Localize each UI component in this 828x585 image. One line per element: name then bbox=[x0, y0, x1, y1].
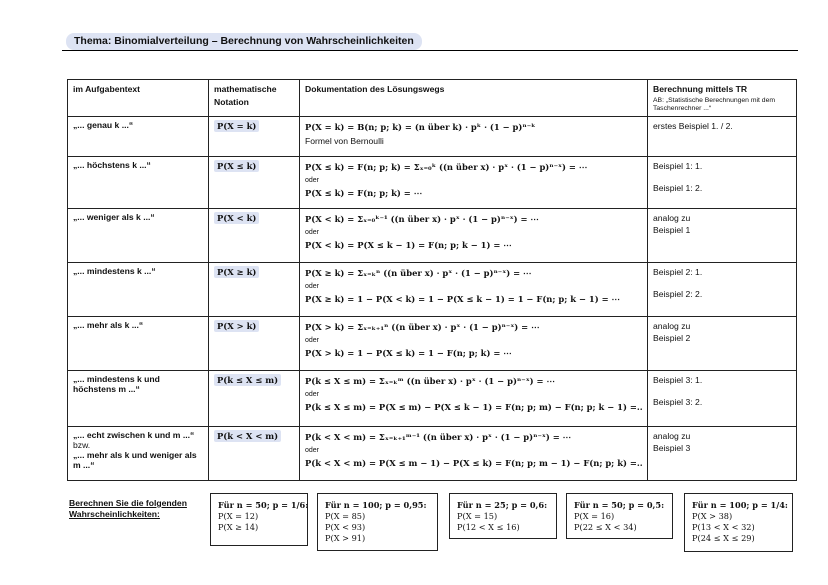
header-documentation-column: Dokumentation des Lösungswegs bbox=[300, 80, 648, 117]
row-formula: P(X = k) = B(n; p; k) = (n über k) · pᵏ · (1 − p)ⁿ⁻ᵏ bbox=[305, 122, 536, 132]
row-calculator-ref: erstes Beispiel 1. / 2. bbox=[653, 121, 733, 131]
row-text: „... höchstens k ...“ bbox=[68, 157, 209, 209]
row-formula: P(k < X < m) = Σₓ₌ₖ₊₁ᵐ⁻¹ ((n über x) · pˣ · (1 − p)ⁿ⁻ˣ) = ⋯ bbox=[305, 432, 572, 442]
row-calculator-ref: Beispiel 1: 1. bbox=[653, 161, 703, 171]
row-text: „... mindestens k und höchstens m ...“ bbox=[68, 371, 209, 427]
row-text: „... genau k ...“ bbox=[68, 117, 209, 157]
row-formula-alt: P(k ≤ X ≤ m) = P(X ≤ m) − P(X ≤ k − 1) = F(n; p; m) − F(n; p; k − 1) =.. bbox=[305, 402, 643, 412]
table-row bbox=[68, 117, 797, 157]
row-calculator-ref-2: Beispiel 3: 2. bbox=[653, 397, 703, 407]
header-bar bbox=[62, 33, 798, 51]
row-formula-alt: P(X > k) = 1 − P(X ≤ k) = 1 − F(n; p; k) = ⋯ bbox=[305, 348, 512, 358]
header-notation-column: mathematische Notation bbox=[209, 80, 300, 117]
table-row bbox=[68, 317, 797, 371]
table-row bbox=[68, 263, 797, 317]
exercise-item: P(X = 85) bbox=[325, 511, 366, 521]
exercise-item: P(12 < X ≤ 16) bbox=[457, 522, 520, 532]
row-calculator-ref-2: Beispiel 2: 2. bbox=[653, 289, 703, 299]
exercise-box-head: Für n = 50; p = 0,5: bbox=[574, 500, 665, 510]
row-calculator-ref: analog zu bbox=[653, 431, 691, 441]
row-text: „... mehr als k ...“ bbox=[68, 317, 209, 371]
exercise-item: P(24 ≤ X ≤ 29) bbox=[692, 533, 755, 543]
exercise-box bbox=[317, 493, 438, 551]
row-formula-alt: P(X ≥ k) = 1 − P(X < k) = 1 − P(X ≤ k − 1) = 1 − F(n; p; k − 1) = ⋯ bbox=[305, 294, 620, 304]
header-calculator-title: Berechnung mittels TR bbox=[653, 84, 748, 94]
row-notation: P(X = k) bbox=[214, 120, 259, 132]
exercise-item: P(X = 16) bbox=[574, 511, 615, 521]
exercise-box-head: Für n = 25; p = 0,6: bbox=[457, 500, 548, 510]
row-calculator-ref: analog zu bbox=[653, 213, 691, 223]
row-formula-alt: P(X < k) = P(X ≤ k − 1) = F(n; p; k − 1) = ⋯ bbox=[305, 240, 512, 250]
exercise-box bbox=[684, 493, 793, 552]
exercise-item: P(13 < X < 32) bbox=[692, 522, 755, 532]
row-oder: oder bbox=[305, 337, 320, 344]
row-notation: P(k ≤ X ≤ m) bbox=[214, 374, 281, 386]
exercise-item: P(X > 38) bbox=[692, 511, 733, 521]
exercise-item: P(X = 12) bbox=[218, 511, 259, 521]
row-oder: oder bbox=[305, 391, 320, 398]
row-oder: oder bbox=[305, 177, 320, 184]
row-notation: P(X ≥ k) bbox=[214, 266, 259, 278]
row-calculator-ref-2: Beispiel 2 bbox=[653, 333, 691, 343]
row-formula-alt: P(X ≤ k) = F(n; p; k) = ⋯ bbox=[305, 188, 423, 198]
binomial-table bbox=[67, 79, 797, 481]
row-calculator-ref: Beispiel 3: 1. bbox=[653, 375, 703, 385]
page-title: Thema: Binomialverteilung – Berechnung von Wahrscheinlichkeiten bbox=[66, 33, 422, 50]
exercise-box bbox=[210, 493, 308, 546]
table-row bbox=[68, 157, 797, 209]
header-calculator-column bbox=[648, 80, 797, 117]
table-row bbox=[68, 427, 797, 481]
exercises-label: Berechnen Sie die folgenden Wahrscheinlichkeiten: bbox=[69, 498, 187, 519]
row-notation: P(X ≤ k) bbox=[214, 160, 259, 172]
row-oder: oder bbox=[305, 229, 320, 236]
header-calculator-subtitle: AB: „Statistische Berechnungen mit dem Taschenrechner ...“ bbox=[653, 97, 776, 112]
header-text-column: im Aufgabentext bbox=[68, 80, 209, 117]
exercise-box-head: Für n = 50; p = 1/6: bbox=[218, 500, 309, 510]
row-calculator-ref-2: Beispiel 1: 2. bbox=[653, 183, 703, 193]
row-calculator-ref-2: Beispiel 1 bbox=[653, 225, 691, 235]
exercise-box-head: Für n = 100; p = 1/4: bbox=[692, 500, 788, 510]
row-formula: P(k ≤ X ≤ m) = Σₓ₌ₖᵐ ((n über x) · pˣ · (1 − p)ⁿ⁻ˣ) = ⋯ bbox=[305, 376, 555, 386]
exercise-item: P(X > 91) bbox=[325, 533, 366, 543]
row-oder: oder bbox=[305, 447, 320, 454]
row-oder: oder bbox=[305, 283, 320, 290]
row-calculator-ref: analog zu bbox=[653, 321, 691, 331]
row-text: „... mindestens k ...“ bbox=[68, 263, 209, 317]
row-calculator-ref-2: Beispiel 3 bbox=[653, 443, 691, 453]
table-header-row bbox=[68, 80, 797, 117]
row-formula: P(X ≥ k) = Σₓ₌ₖⁿ ((n über x) · pˣ · (1 − p)ⁿ⁻ˣ) = ⋯ bbox=[305, 268, 532, 278]
exercise-box bbox=[449, 493, 557, 539]
row-text-bzw: bzw. bbox=[73, 440, 91, 450]
row-formula: P(X < k) = Σₓ₌₀ᵏ⁻¹ ((n über x) · pˣ · (1 − p)ⁿ⁻ˣ) = ⋯ bbox=[305, 214, 539, 224]
row-formula-note: Formel von Bernoulli bbox=[305, 136, 384, 146]
row-text: „... echt zwischen k und m ...“ bbox=[73, 430, 195, 440]
exercise-item: P(X < 93) bbox=[325, 522, 366, 532]
row-notation: P(k < X < m) bbox=[214, 430, 281, 442]
exercise-box bbox=[566, 493, 673, 539]
row-calculator-ref: Beispiel 2: 1. bbox=[653, 267, 703, 277]
table-row bbox=[68, 209, 797, 263]
row-notation: P(X < k) bbox=[214, 212, 259, 224]
row-notation: P(X > k) bbox=[214, 320, 259, 332]
table-row bbox=[68, 371, 797, 427]
row-text-alt: „... mehr als k und weniger als m ...“ bbox=[73, 450, 197, 470]
row-formula-alt: P(k < X < m) = P(X ≤ m − 1) − P(X ≤ k) = F(n; p; m − 1) − F(n; p; k) =.. bbox=[305, 458, 643, 468]
exercise-item: P(X = 15) bbox=[457, 511, 498, 521]
row-text: „... weniger als k ...“ bbox=[68, 209, 209, 263]
exercise-item: P(22 ≤ X < 34) bbox=[574, 522, 637, 532]
exercise-item: P(X ≥ 14) bbox=[218, 522, 259, 532]
row-formula: P(X ≤ k) = F(n; p; k) = Σₓ₌₀ᵏ ((n über x) · pˣ · (1 − p)ⁿ⁻ˣ) = ⋯ bbox=[305, 162, 588, 172]
exercise-box-head: Für n = 100; p = 0,95: bbox=[325, 500, 427, 510]
row-formula: P(X > k) = Σₓ₌ₖ₊₁ⁿ ((n über x) · pˣ · (1 − p)ⁿ⁻ˣ) = ⋯ bbox=[305, 322, 540, 332]
